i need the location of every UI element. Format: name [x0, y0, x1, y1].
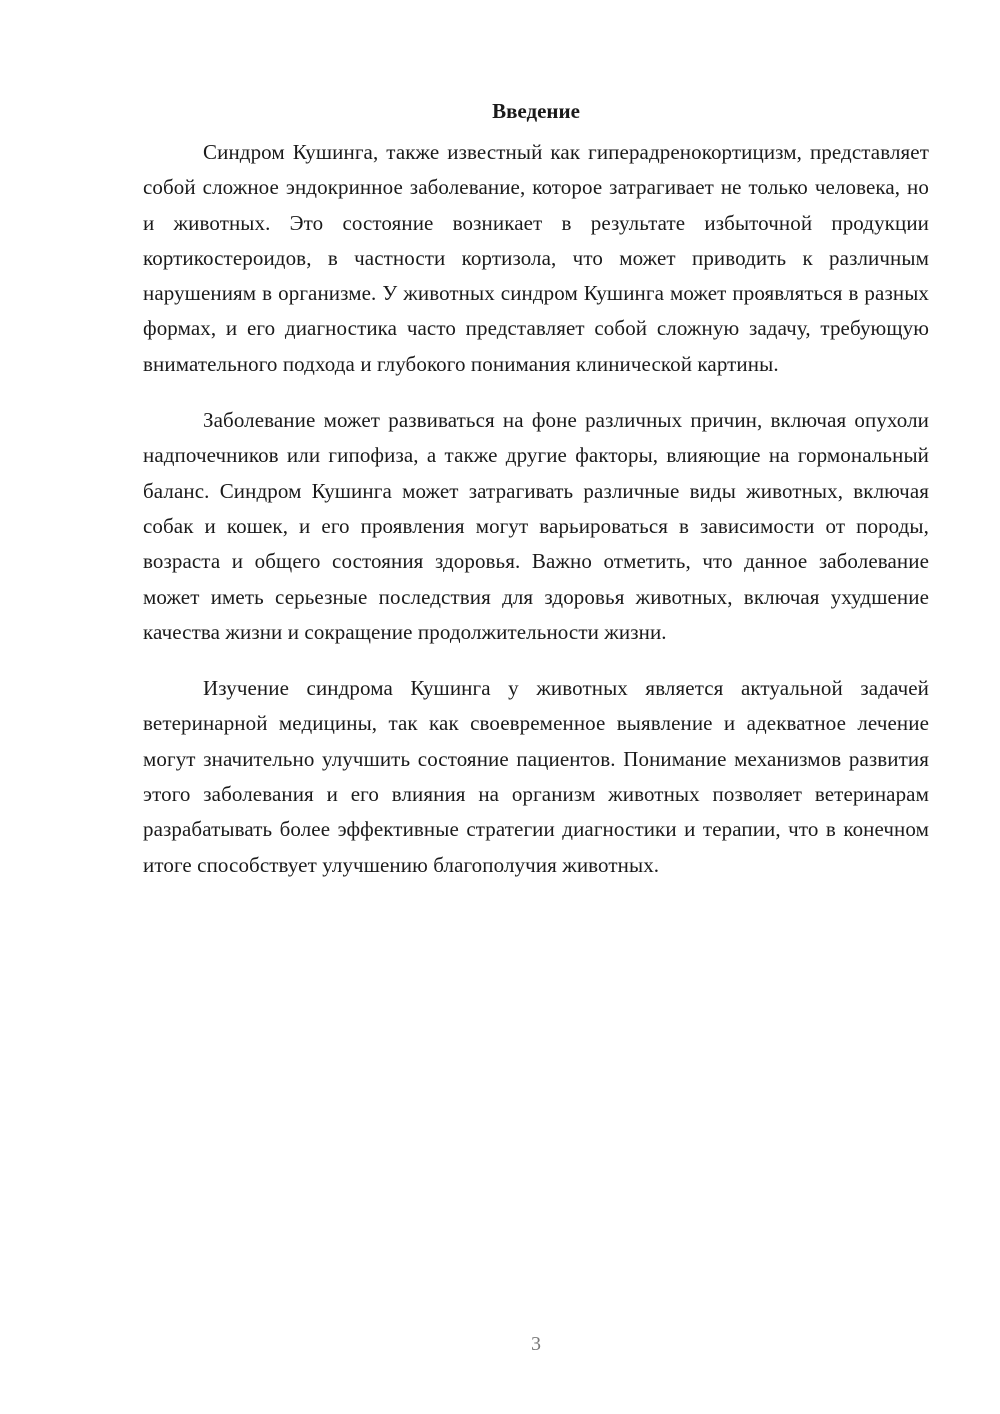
section-heading: Введение: [492, 99, 580, 123]
paragraph-1: Синдром Кушинга, также известный как гиперадренокортицизм, представляет собой сложное эндокринное заболевание, которое затрагивает не только человека, но и животных. Это состояние возникает в результате избыточной продукции кортикостероидов, в частности кортизола, что может приводить к различным нарушениям в организме. У животных синдром Кушинга может проявляться в разных формах, и его диагностика часто представляет собой сложную задачу, требующую внимательного подхода и глубокого понимания клинической картины.: [143, 140, 929, 376]
page-content: [143, 95, 929, 904]
paragraph-3: Изучение синдрома Кушинга у животных является актуальной задачей ветеринарной медицины, так как своевременное выявление и адекватное лечение могут значительно улучшить состояние пациентов. Понимание механизмов развития этого заболевания и его влияния на организм животных позволяет ветеринарам разрабатывать более эффективные стратегии диагностики и терапии, что в конечном итоге способствует улучшению благополучия животных.: [143, 676, 929, 877]
page-number: 3: [531, 1333, 541, 1355]
paragraph-2: Заболевание может развиваться на фоне различных причин, включая опухоли надпочечников или гипофиза, а также другие факторы, влияющие на гормональный баланс. Синдром Кушинга может затрагивать различные виды животных, включая собак и кошек, и его проявления могут варьироваться в зависимости от породы, возраста и общего состояния здоровья. Важно отметить, что данное заболевание может иметь серьезные последствия для здоровья животных, включая ухудшение качества жизни и сокращение продолжительности жизни.: [143, 408, 929, 644]
